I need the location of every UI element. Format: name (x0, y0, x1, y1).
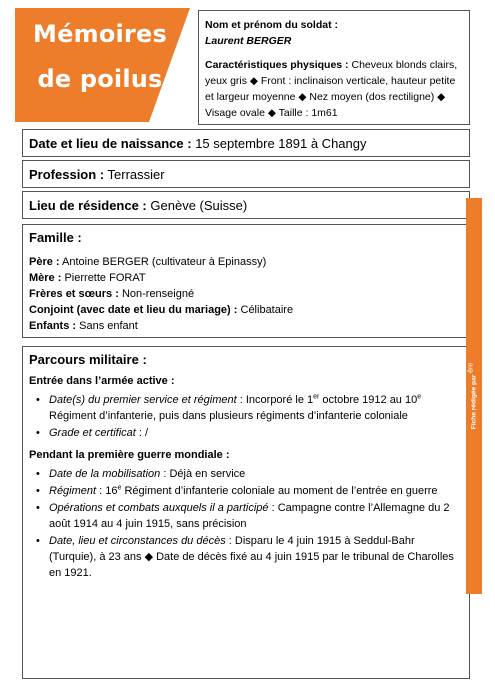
siblings-label: Frères et sœurs : (29, 288, 119, 300)
operations-label: Opérations et combats auxquels il a participé (49, 502, 269, 514)
superscript: e (117, 484, 122, 492)
children-value: Sans enfant (79, 320, 138, 332)
mother-value: Pierrette FORAT (64, 272, 146, 284)
father-line (29, 254, 463, 270)
residence-row (22, 191, 470, 219)
spouse-line (29, 302, 463, 318)
name-label: Nom et prénom du soldat : (205, 19, 339, 31)
list-item: • Date(s) du premier service et régiment : Incorporé le 1er octobre 1912 au 10e Régiment d’infanterie, puis dans plusieurs régiments d’infanterie coloniale (49, 392, 463, 424)
regiment-value: 16 (105, 485, 118, 497)
superscript: er (313, 393, 320, 401)
mother-line (29, 270, 463, 286)
logo-line-2: de poilus (37, 65, 163, 93)
list-item: • Opérations et combats auxquels il a participé : Campagne contre l’Allemagne du 2 août 1914 au 4 juin 1915, sans précision (49, 500, 463, 532)
death-label: Date, lieu et circonstances du décès (49, 535, 226, 547)
mobilisation-label: Date de la mobilisation (49, 468, 161, 480)
operations-value: Campagne contre l’Allemagne du 2 août 1914 au 4 juin 1915, sans précision (49, 502, 450, 530)
family-section (22, 224, 470, 338)
physical-value: Cheveux blonds clairs, yeux gris ◆ Front : inclinaison verticale, hauteur petite et largeur moyenne ◆ Nez moyen (dos rectiligne) ◆ Visage ovale ◆ Taille : 1m61 (205, 59, 458, 119)
physical-label: Caractéristiques physiques : (205, 59, 349, 71)
grade-value: / (145, 427, 149, 439)
credit-suffix (473, 581, 483, 588)
military-title: Parcours militaire : (29, 352, 147, 367)
superscript: ère (467, 362, 475, 373)
regiment-value: Régiment d’infanterie coloniale au moment de l’entrée en guerre (121, 485, 438, 497)
spouse-label: Conjoint (avec date et lieu du mariage) : (29, 304, 238, 316)
logo-line-1: Mémoires (33, 20, 167, 48)
military-section (22, 346, 470, 679)
birth-value: 15 septembre 1891 à Changy (195, 136, 367, 151)
list-item: • Grade et certificat : / (49, 425, 463, 441)
physical-traits (205, 57, 463, 121)
siblings-value: Non-renseigné (121, 288, 195, 300)
profession-label: Profession : (29, 167, 105, 182)
war-title: Pendant la première guerre mondiale : (29, 449, 230, 461)
credit-prefix: Fiche rédigée par (470, 374, 478, 430)
mother-label: Mère : (29, 272, 62, 284)
profession-value: Terrassier (107, 167, 165, 182)
enlistment-list (29, 392, 463, 441)
author-credit-text (467, 200, 478, 592)
profession-row (22, 160, 470, 188)
family-title: Famille : (29, 230, 82, 245)
name-value: Laurent BERGER (205, 35, 292, 47)
list-item: • Régiment : 16e Régiment d’infanterie coloniale au moment de l’entrée en guerre (49, 483, 463, 499)
list-item: • Date de la mobilisation : Déjà en service (49, 466, 463, 482)
author-credit-strip (466, 198, 482, 594)
death-value: Disparu le 4 juin 1915 à Seddul-Bahr (Turquie), à 23 ans ◆ Date de décès fixé au 4 juin 1915 par le tribunal de Charolles en 1921. (49, 535, 454, 579)
residence-label: Lieu de résidence : (29, 198, 147, 213)
first-service-value: Incorporé le 1 (245, 394, 314, 406)
list-item: • Date, lieu et circonstances du décès : Disparu le 4 juin 1915 à Seddul-Bahr (Turquie), à 23 ans ◆ Date de décès fixé au 4 juin 1915 par le tribunal de Charolles en 1921. (49, 533, 463, 581)
children-line (29, 318, 463, 334)
enlistment-title: Entrée dans l’armée active : (29, 375, 175, 387)
identity-box (198, 10, 470, 125)
residence-value: Genève (Suisse) (150, 198, 248, 213)
superscript: e (417, 393, 422, 401)
mobilisation-value: Déjà en service (169, 468, 246, 480)
father-label: Père : (29, 256, 60, 268)
war-list (29, 466, 463, 581)
grade-label: Grade et certificat (49, 427, 136, 439)
first-service-value: Régiment d’infanterie, puis dans plusieurs régiments d’infanterie coloniale (49, 410, 408, 422)
siblings-line (29, 286, 463, 302)
regiment-label: Régiment (49, 485, 97, 497)
memoires-de-poilus-logo (15, 8, 190, 122)
children-label: Enfants : (29, 320, 77, 332)
spouse-value: Célibataire (240, 304, 294, 316)
first-service-label: Date(s) du premier service et régiment (49, 394, 237, 406)
birth-row (22, 129, 470, 157)
first-service-value: octobre 1912 au 10 (319, 394, 418, 406)
father-value: Antoine BERGER (cultivateur à Epinassy) (62, 256, 267, 268)
birth-label: Date et lieu de naissance : (29, 136, 192, 151)
